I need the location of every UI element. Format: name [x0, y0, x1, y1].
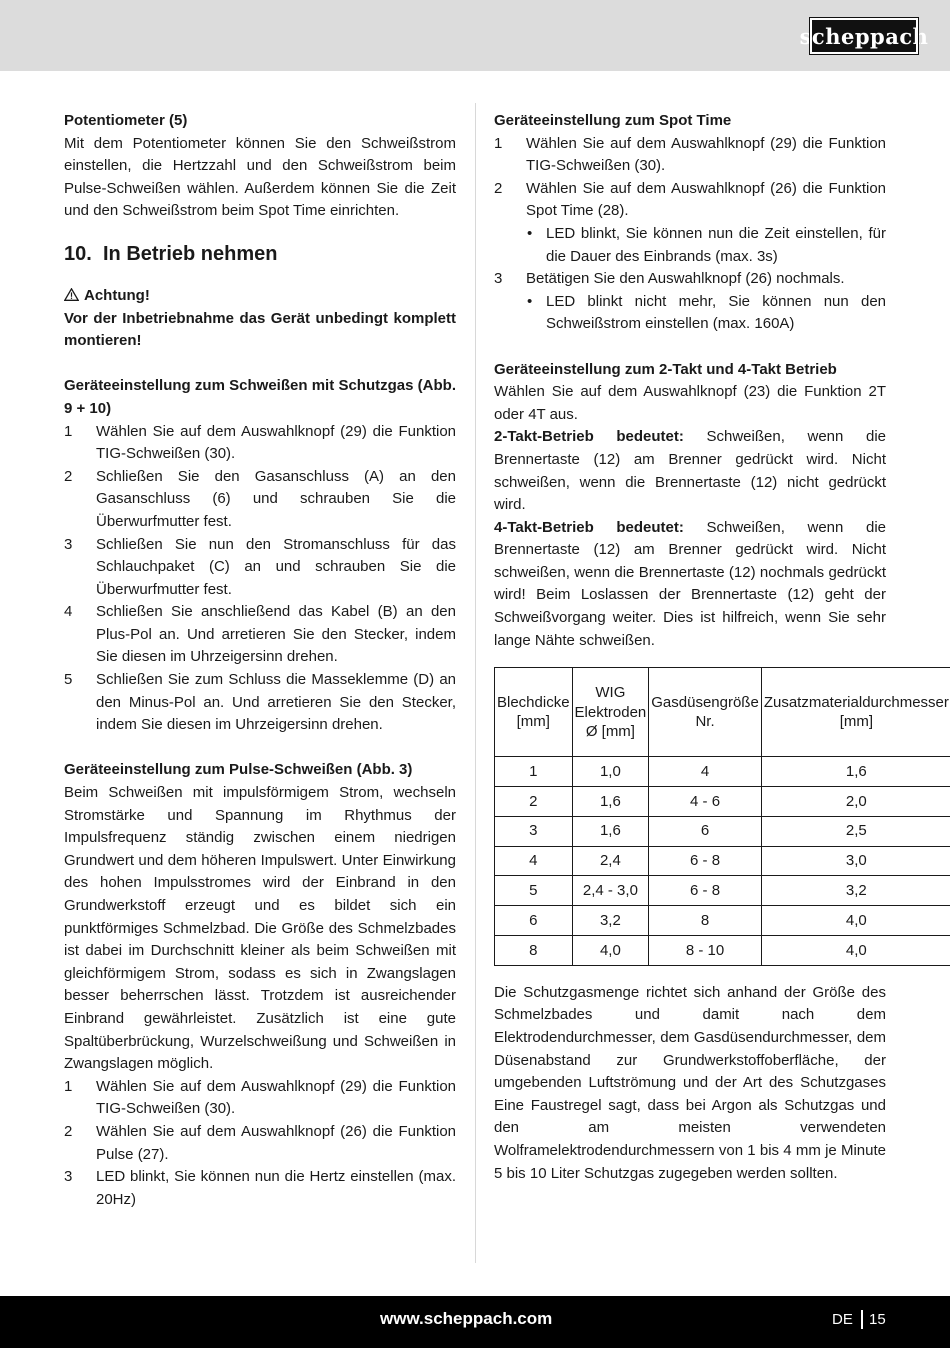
footer-website-link[interactable]: www.scheppach.com	[380, 1309, 553, 1328]
table-cell: 3,2	[572, 906, 649, 936]
table-cell: 3,2	[761, 876, 950, 906]
table-cell: 2,4	[572, 846, 649, 876]
table-cell: 3	[495, 816, 573, 846]
table-header-cell: Zusatzmaterialdurchmesser [mm]	[761, 668, 950, 757]
table-cell: 2,4 - 3,0	[572, 876, 649, 906]
table-cell: 4	[649, 757, 762, 787]
table-cell: 6	[649, 816, 762, 846]
potentiometer-heading: Potentiometer (5)	[64, 112, 188, 129]
table-row	[495, 757, 950, 787]
table-cell: 1	[495, 757, 573, 787]
table-cell: 2,0	[761, 787, 950, 817]
table-cell: 2,5	[761, 816, 950, 846]
table-row	[495, 846, 950, 876]
potentiometer-text: Mit dem Potentiometer können Sie den Schweißstrom einstellen, die Hertzzahl und den Schweißstrom beim Pulse-Schweißen wählen. Außerdem können Sie die Zeit und den Schweißstrom beim Spot Time einrichten.	[64, 134, 456, 220]
welding-parameter-table	[494, 667, 950, 966]
list-item: 3 Betätigen Sie den Auswahlknopf (26) nochmals.	[494, 270, 845, 288]
table-cell: 4 - 6	[649, 787, 762, 817]
table-cell: 6	[495, 906, 573, 936]
section-number: 10.	[64, 242, 92, 265]
list-item: 2 Wählen Sie auf dem Auswahlknopf (26) die Funktion Pulse (27).	[64, 1122, 456, 1163]
footer-page-number: 15	[869, 1311, 886, 1328]
spot-time-heading: Geräteeinstellung zum Spot Time	[494, 112, 732, 129]
table-row	[495, 936, 950, 966]
table-header-cell: Blechdicke [mm]	[495, 668, 573, 757]
footer-language: DE	[832, 1311, 853, 1328]
brand-logo	[799, 18, 929, 54]
column-divider	[475, 103, 476, 1263]
page-footer	[0, 1296, 950, 1348]
table-cell: 2	[495, 787, 573, 817]
takt-mode-heading: Geräteeinstellung zum 2-Takt und 4-Takt Betrieb	[494, 360, 837, 378]
table-cell: 5	[495, 876, 573, 906]
takt-2-label: 2-Takt-Betrieb bedeutet:	[494, 428, 684, 446]
takt-mode-intro: Wählen Sie auf dem Auswahlknopf (23) die Funktion 2T oder 4T aus.	[494, 383, 886, 423]
bullet-item: • LED blinkt, Sie können nun die Zeit einstellen, für die Dauer des Einbrands (max. 3s)	[527, 224, 886, 265]
pulse-setup-heading: Geräteeinstellung zum Pulse-Schweißen (Abb. 3)	[64, 761, 413, 779]
takt-4-text: Schweißen, wenn die Brennertaste (12) am Brenner gedrückt wird. Nicht schweißen, wenn die Brennertaste (12) nochmals gedrückt wird! Beim Loslassen der Brennertaste (12) geht der Schweißvorgang weiter. Dies ist hilfreich, wenn Sie sehr lange Nähte schweißen.	[494, 518, 886, 649]
takt-2-description	[494, 426, 886, 516]
table-cell: 6 - 8	[649, 876, 762, 906]
gas-setup-heading: Geräteeinstellung zum Schweißen mit Schutzgas (Abb. 9 + 10)	[64, 377, 456, 417]
table-header-cell: Gasdüsengröße Nr.	[649, 668, 762, 757]
table-cell: 1,6	[572, 816, 649, 846]
table-cell: 8 - 10	[649, 936, 762, 966]
warning-triangle-icon	[64, 288, 79, 301]
list-item: 1 Wählen Sie auf dem Auswahlknopf (29) die Funktion TIG-Schweißen (30).	[64, 422, 456, 463]
warning-title: Achtung!	[84, 286, 150, 304]
table-header-row	[495, 668, 950, 757]
spot-time-steps	[494, 133, 886, 336]
table-header-cell: WIG Elektroden Ø [mm]	[572, 668, 649, 757]
list-item: 2 Wählen Sie auf dem Auswahlknopf (26) die Funktion Spot Time (28).	[494, 179, 886, 220]
table-cell: 1,6	[572, 787, 649, 817]
gas-setup-steps	[64, 421, 456, 737]
list-item: 1 Wählen Sie auf dem Auswahlknopf (29) die Funktion TIG-Schweißen (30).	[64, 1077, 456, 1118]
table-cell: 1,0	[572, 757, 649, 787]
shielding-gas-text: Die Schutzgasmenge richtet sich anhand der Größe des Schmelzbades und damit nach dem Elektrodendurchmesser, dem Gasdüsendurchmesser, dem Düsenabstand zur Grundwerkstoffoberfläche, der umgebenden Luftströmung und der Art des Schutzgases Eine Faustregel sagt, dass bei Argon als Schutzgas und den am meisten verwendeten Wolframelektrodendurchmessern von 1 bis 4 mm je Minute 5 bis 10 Liter Schutzgas zugegeben werden sollten.	[494, 983, 886, 1182]
list-item: 4 Schließen Sie anschließend das Kabel (B) an den Plus-Pol an. Und arretieren Sie den Stecker, indem Sie diesen im Uhrzeigersinn drehen.	[64, 603, 456, 666]
brand-logo-text: scheppach	[799, 23, 929, 49]
pulse-setup-steps	[64, 1076, 456, 1212]
table-cell: 6 - 8	[649, 846, 762, 876]
section-title: In Betrieb nehmen	[103, 242, 278, 265]
table-cell: 8	[495, 936, 573, 966]
bullet-item: • LED blinkt nicht mehr, Sie können nun den Schweißstrom einstellen (max. 160A)	[527, 292, 886, 333]
table-cell: 4,0	[572, 936, 649, 966]
footer-separator	[861, 1310, 863, 1329]
left-column	[64, 110, 456, 1211]
list-item: 3 Schließen Sie nun den Stromanschluss für das Schlauchpaket (C) an und schrauben Sie die Überwurfmutter fest.	[64, 535, 456, 598]
table-row	[495, 816, 950, 846]
takt-2-text: Schweißen, wenn die Brennertaste (12) am Brenner gedrückt wird. Nicht schweißen, wenn die Brennertaste (12) nicht gedrückt wird.	[494, 428, 886, 514]
list-item: 3 LED blinkt, Sie können nun die Hertz einstellen (max. 20Hz)	[64, 1168, 456, 1208]
takt-4-description	[494, 517, 886, 653]
table-cell: 8	[649, 906, 762, 936]
table-cell: 1,6	[761, 757, 950, 787]
table-row	[495, 906, 950, 936]
list-item: 5 Schließen Sie zum Schluss die Masseklemme (D) an den Minus-Pol an. Und arretieren Sie den Stecker, indem Sie diesen im Uhrzeigersinn drehen.	[64, 671, 456, 734]
table-cell: 4,0	[761, 936, 950, 966]
list-item: 2 Schließen Sie den Gasanschluss (A) an den Gasanschluss (6) und schrauben Sie die Überwurfmutter fest.	[64, 467, 456, 530]
warning-heading	[64, 285, 456, 308]
table-row	[495, 787, 950, 817]
table-cell: 4,0	[761, 906, 950, 936]
warning-text: Vor der Inbetriebnahme das Gerät unbedingt komplett montieren!	[64, 309, 456, 350]
table-cell: 3,0	[761, 846, 950, 876]
list-item: 1 Wählen Sie auf dem Auswahlknopf (29) die Funktion TIG-Schweißen (30).	[494, 134, 886, 175]
takt-4-label: 4-Takt-Betrieb bedeutet:	[494, 518, 684, 536]
right-column	[494, 110, 949, 1185]
table-row	[495, 876, 950, 906]
page-header	[0, 0, 950, 71]
section-heading	[64, 242, 456, 266]
pulse-setup-text: Beim Schweißen mit impulsförmigem Strom, wechseln Stromstärke und Spannung im Rhythmus der Impulsfrequenz ständig zwischen einem niedrigen Grundwert und dem höheren Impulswert. Unter Einwirkung des hohen Impulsstromes wird der Einbrand in den Grundwerkstoff erzeugt und es bildet sich ein punktförmiges Schmelzbad. Die Größe des Schmelzbades ist dabei im Durchschnitt kleiner als beim Schweißen mit gleichförmigem Strom, sodass es sich in Zwangslagen besser beherrschen lässt. Trotzdem ist ausreichender Einbrand gewährleistet. Zusätzlich ist eine gute Spaltüberbrückung, Wurzelschweißung und Schweißen in Zwangslagen möglich.	[64, 784, 456, 1073]
table-cell: 4	[495, 846, 573, 876]
